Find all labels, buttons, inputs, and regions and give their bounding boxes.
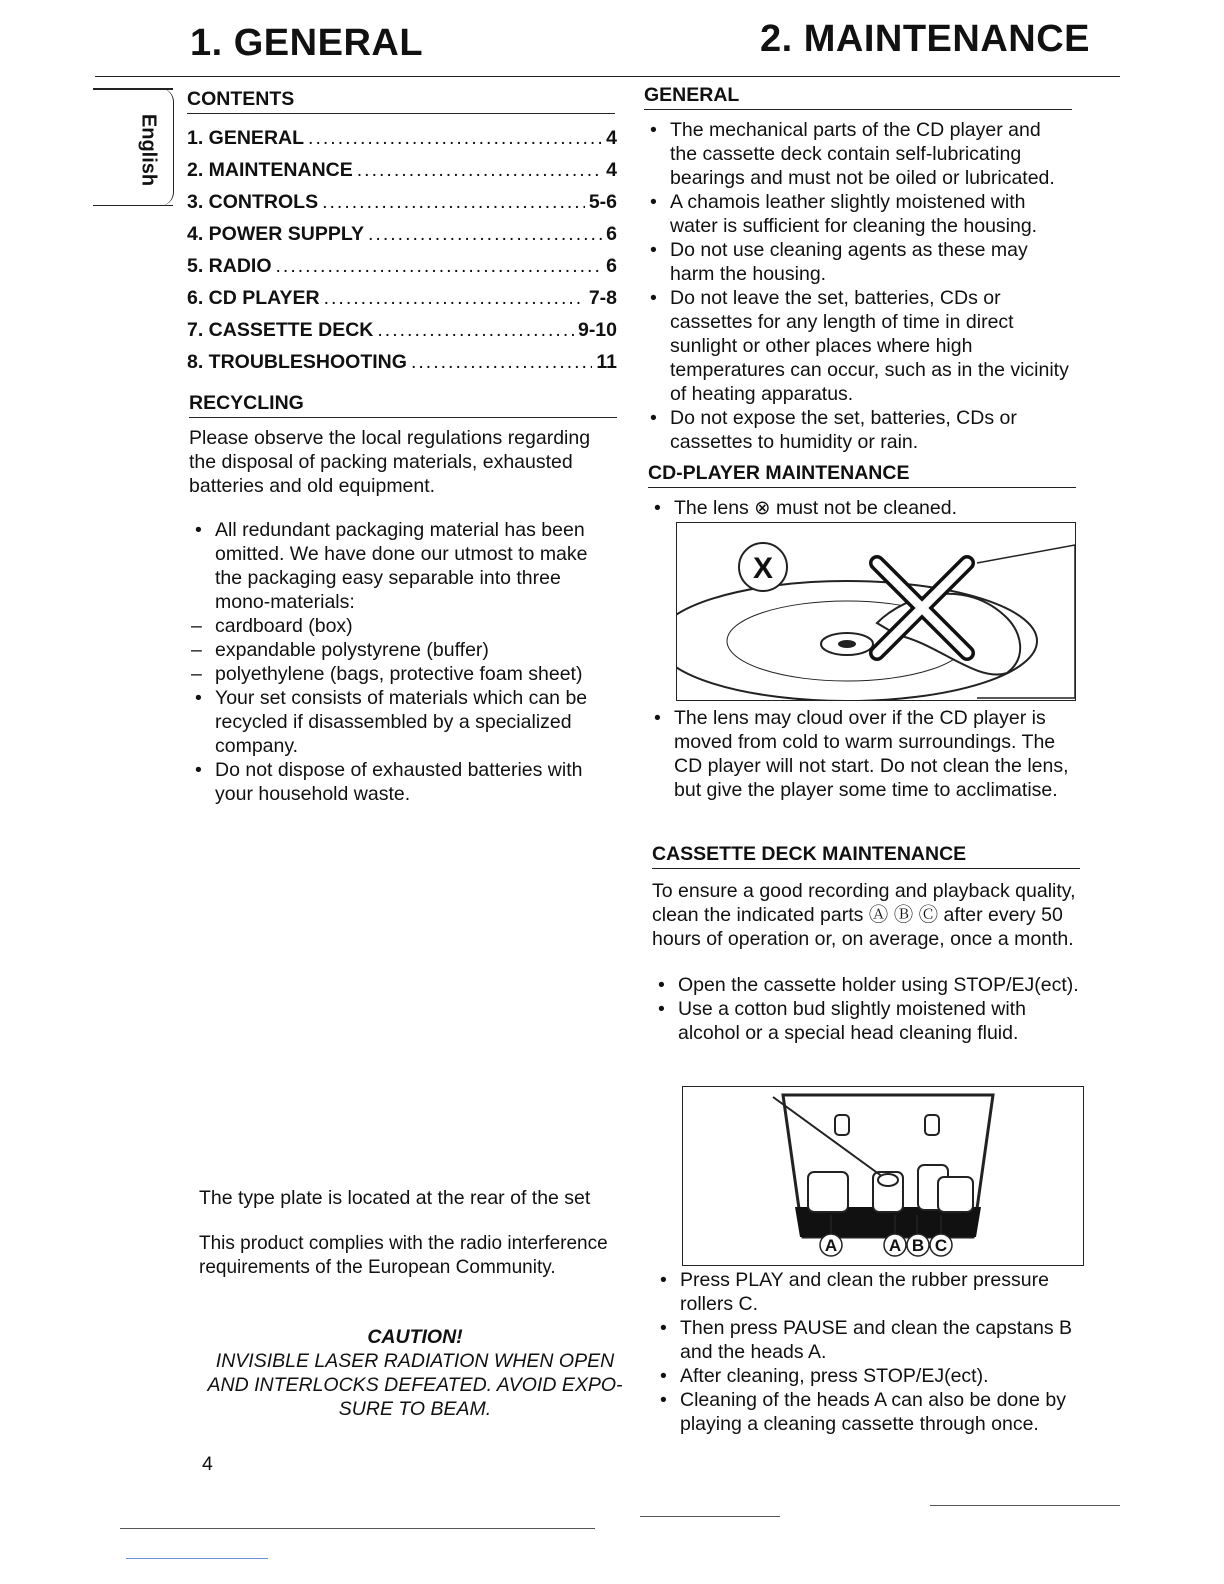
list-item: • Cleaning of the heads A can also be done by playing a cleaning cassette through once.: [654, 1388, 1084, 1436]
cd-lens-figure: [676, 522, 1076, 701]
page-heading-maintenance: 2. MAINTENANCE: [760, 18, 1091, 60]
cassette-list-after: [654, 1268, 1084, 1436]
list-item: • Open the cassette holder using STOP/EJ(ect).: [652, 973, 1080, 997]
list-item: • Your set consists of materials which can be recycled if disassembled by a specialized company.: [189, 686, 617, 758]
contents-item-page: 6: [606, 223, 617, 245]
contents-item-page: 6: [606, 255, 617, 277]
label-a1: A: [824, 1236, 838, 1255]
caution-block: [205, 1325, 625, 1421]
contents-item-leader: [377, 314, 574, 346]
cassette-spindle-right: [925, 1115, 939, 1135]
caution-text: INVISIBLE LASER RADIATION WHEN OPEN AND INTERLOCKS DEFEATED. AVOID EXPO-SURE TO BEAM.: [207, 1350, 623, 1420]
contents-item-leader: [276, 250, 603, 282]
contents-item-label: 1. GENERAL: [187, 127, 305, 149]
contents-item: [187, 282, 617, 314]
contents-item: [187, 186, 617, 218]
footer-rule-right: [930, 1505, 1120, 1506]
contents-item: [187, 314, 617, 346]
contents-item-leader: [308, 122, 602, 154]
list-item: – polyethylene (bags, protective foam sheet): [189, 662, 617, 686]
contents-item: [187, 218, 617, 250]
type-plate-note: The type plate is located at the rear of the set: [199, 1187, 591, 1209]
contents-item-leader: [357, 154, 602, 186]
cd-bullet-cloud: • The lens may cloud over if the CD player is moved from cold to warm surroundings. The CD player will not start. Do not clean the lens, but give the player some time to acclimatise.: [648, 706, 1078, 802]
contents-list: [187, 122, 615, 378]
general-maintenance-list: [644, 118, 1072, 454]
cd-maintenance-list-1: [648, 496, 1076, 520]
contents-item: [187, 346, 617, 378]
list-item: – cardboard (box): [189, 614, 617, 638]
contents-item-label: 3. CONTROLS: [187, 191, 319, 213]
language-tab: [93, 88, 174, 206]
list-item: – expandable polystyrene (buffer): [189, 638, 617, 662]
cotton-bud-tip: [878, 1174, 898, 1186]
cassette-intro: To ensure a good recording and playback quality, clean the indicated parts Ⓐ Ⓑ Ⓒ after every 50 hours of operation or, on average, once a month.: [652, 880, 1076, 950]
cd-lens: [838, 640, 856, 648]
cassette-section-2: [654, 1268, 1084, 1436]
footer-rule-mid: [640, 1516, 780, 1517]
contents-item-label: 7. CASSETTE DECK: [187, 319, 374, 341]
page-number: 4: [202, 1453, 213, 1475]
label-b: B: [911, 1236, 925, 1255]
caution-title: CAUTION!: [367, 1326, 463, 1348]
label-c: C: [934, 1236, 948, 1255]
cassette-illustration: [683, 1087, 1083, 1265]
contents-item-label: 8. TROUBLESHOOTING: [187, 351, 407, 373]
contents-item-leader: [368, 218, 602, 250]
list-item: • After cleaning, press STOP/EJ(ect).: [654, 1364, 1084, 1388]
roller-c: [938, 1177, 973, 1212]
footer-rule-left: [120, 1528, 595, 1529]
list-item: • Press PLAY and clean the rubber pressure rollers C.: [654, 1268, 1084, 1316]
list-item: • The mechanical parts of the CD player and the cassette deck contain self-lubricating bearings and must not be oiled or lubricated.: [644, 118, 1072, 190]
footer-link-rule: [126, 1558, 268, 1559]
header-rule: [95, 76, 1120, 77]
contents-item-page: 4: [606, 127, 617, 149]
contents-item-leader: [411, 346, 592, 378]
contents-item-label: 6. CD PLAYER: [187, 287, 320, 309]
cd-maintenance-list-2: [648, 706, 1078, 802]
contents-item-label: 5. RADIO: [187, 255, 272, 277]
list-item: • Do not expose the set, batteries, CDs or cassettes to humidity or rain.: [644, 406, 1072, 454]
page-heading-general: 1. GENERAL: [190, 22, 424, 64]
list-item: • All redundant packaging material has been omitted. We have done our utmost to make the packaging easy separable into three mono-materials:: [189, 518, 617, 614]
list-item: • Do not use cleaning agents as these may harm the housing.: [644, 238, 1072, 286]
contents-item-leader: [324, 282, 585, 314]
recycling-intro: Please observe the local regulations regarding the disposal of packing materials, exhausted batteries and old equipment.: [189, 427, 591, 497]
language-tab-label: English: [137, 113, 160, 187]
cassette-maintenance-section: [652, 843, 1080, 1045]
cassette-maintenance-title: CASSETTE DECK MAINTENANCE: [652, 843, 1080, 869]
contents-title: CONTENTS: [187, 88, 615, 114]
recycling-list: [189, 518, 617, 806]
cd-bullet-lens: • The lens ⊗ must not be cleaned.: [648, 496, 1076, 520]
list-item: • A chamois leather slightly moistened with water is sufficient for cleaning the housing.: [644, 190, 1072, 238]
cd-maintenance-section: [648, 462, 1076, 520]
recycling-section: [189, 392, 617, 806]
list-item: • Do not leave the set, batteries, CDs or cassettes for any length of time in direct sunlight or other places where high temperatures can occur, such as in the vicinity of heating apparatus.: [644, 286, 1072, 406]
contents-item: [187, 250, 617, 282]
contents-item-label: 4. POWER SUPPLY: [187, 223, 364, 245]
cd-maintenance-title: CD-PLAYER MAINTENANCE: [648, 462, 1076, 488]
cd-callout-label: X: [752, 552, 774, 585]
contents-item-label: 2. MAINTENANCE: [187, 159, 353, 181]
contents-item: [187, 154, 617, 186]
contents-item-leader: [322, 186, 585, 218]
contents-item: [187, 122, 617, 154]
contents-item-page: 11: [596, 351, 617, 373]
cassette-list-before: [652, 973, 1080, 1045]
cassette-figure: [682, 1086, 1084, 1266]
list-item: • Do not dispose of exhausted batteries with your household waste.: [189, 758, 617, 806]
contents-item-page: 5-6: [588, 191, 617, 213]
list-item: • Use a cotton bud slightly moistened with alcohol or a special head cleaning fluid.: [652, 997, 1080, 1045]
compliance-note: This product complies with the radio interference requirements of the European Community.: [199, 1233, 608, 1278]
cassette-spindle-left: [835, 1115, 849, 1135]
contents-item-page: 4: [606, 159, 617, 181]
cd-lens-illustration: [677, 523, 1075, 700]
recycling-title: RECYCLING: [189, 392, 617, 418]
capstan-left: [808, 1172, 848, 1212]
label-a2: A: [888, 1236, 902, 1255]
list-item: • Then press PAUSE and clean the capstans B and the heads A.: [654, 1316, 1084, 1364]
contents-section: [187, 88, 615, 378]
contents-item-page: 9-10: [577, 319, 617, 341]
general-maintenance-section: [644, 84, 1072, 454]
contents-item-page: 7-8: [588, 287, 617, 309]
general-maintenance-title: GENERAL: [644, 84, 1072, 110]
cd-maintenance-section-2: [648, 706, 1078, 802]
